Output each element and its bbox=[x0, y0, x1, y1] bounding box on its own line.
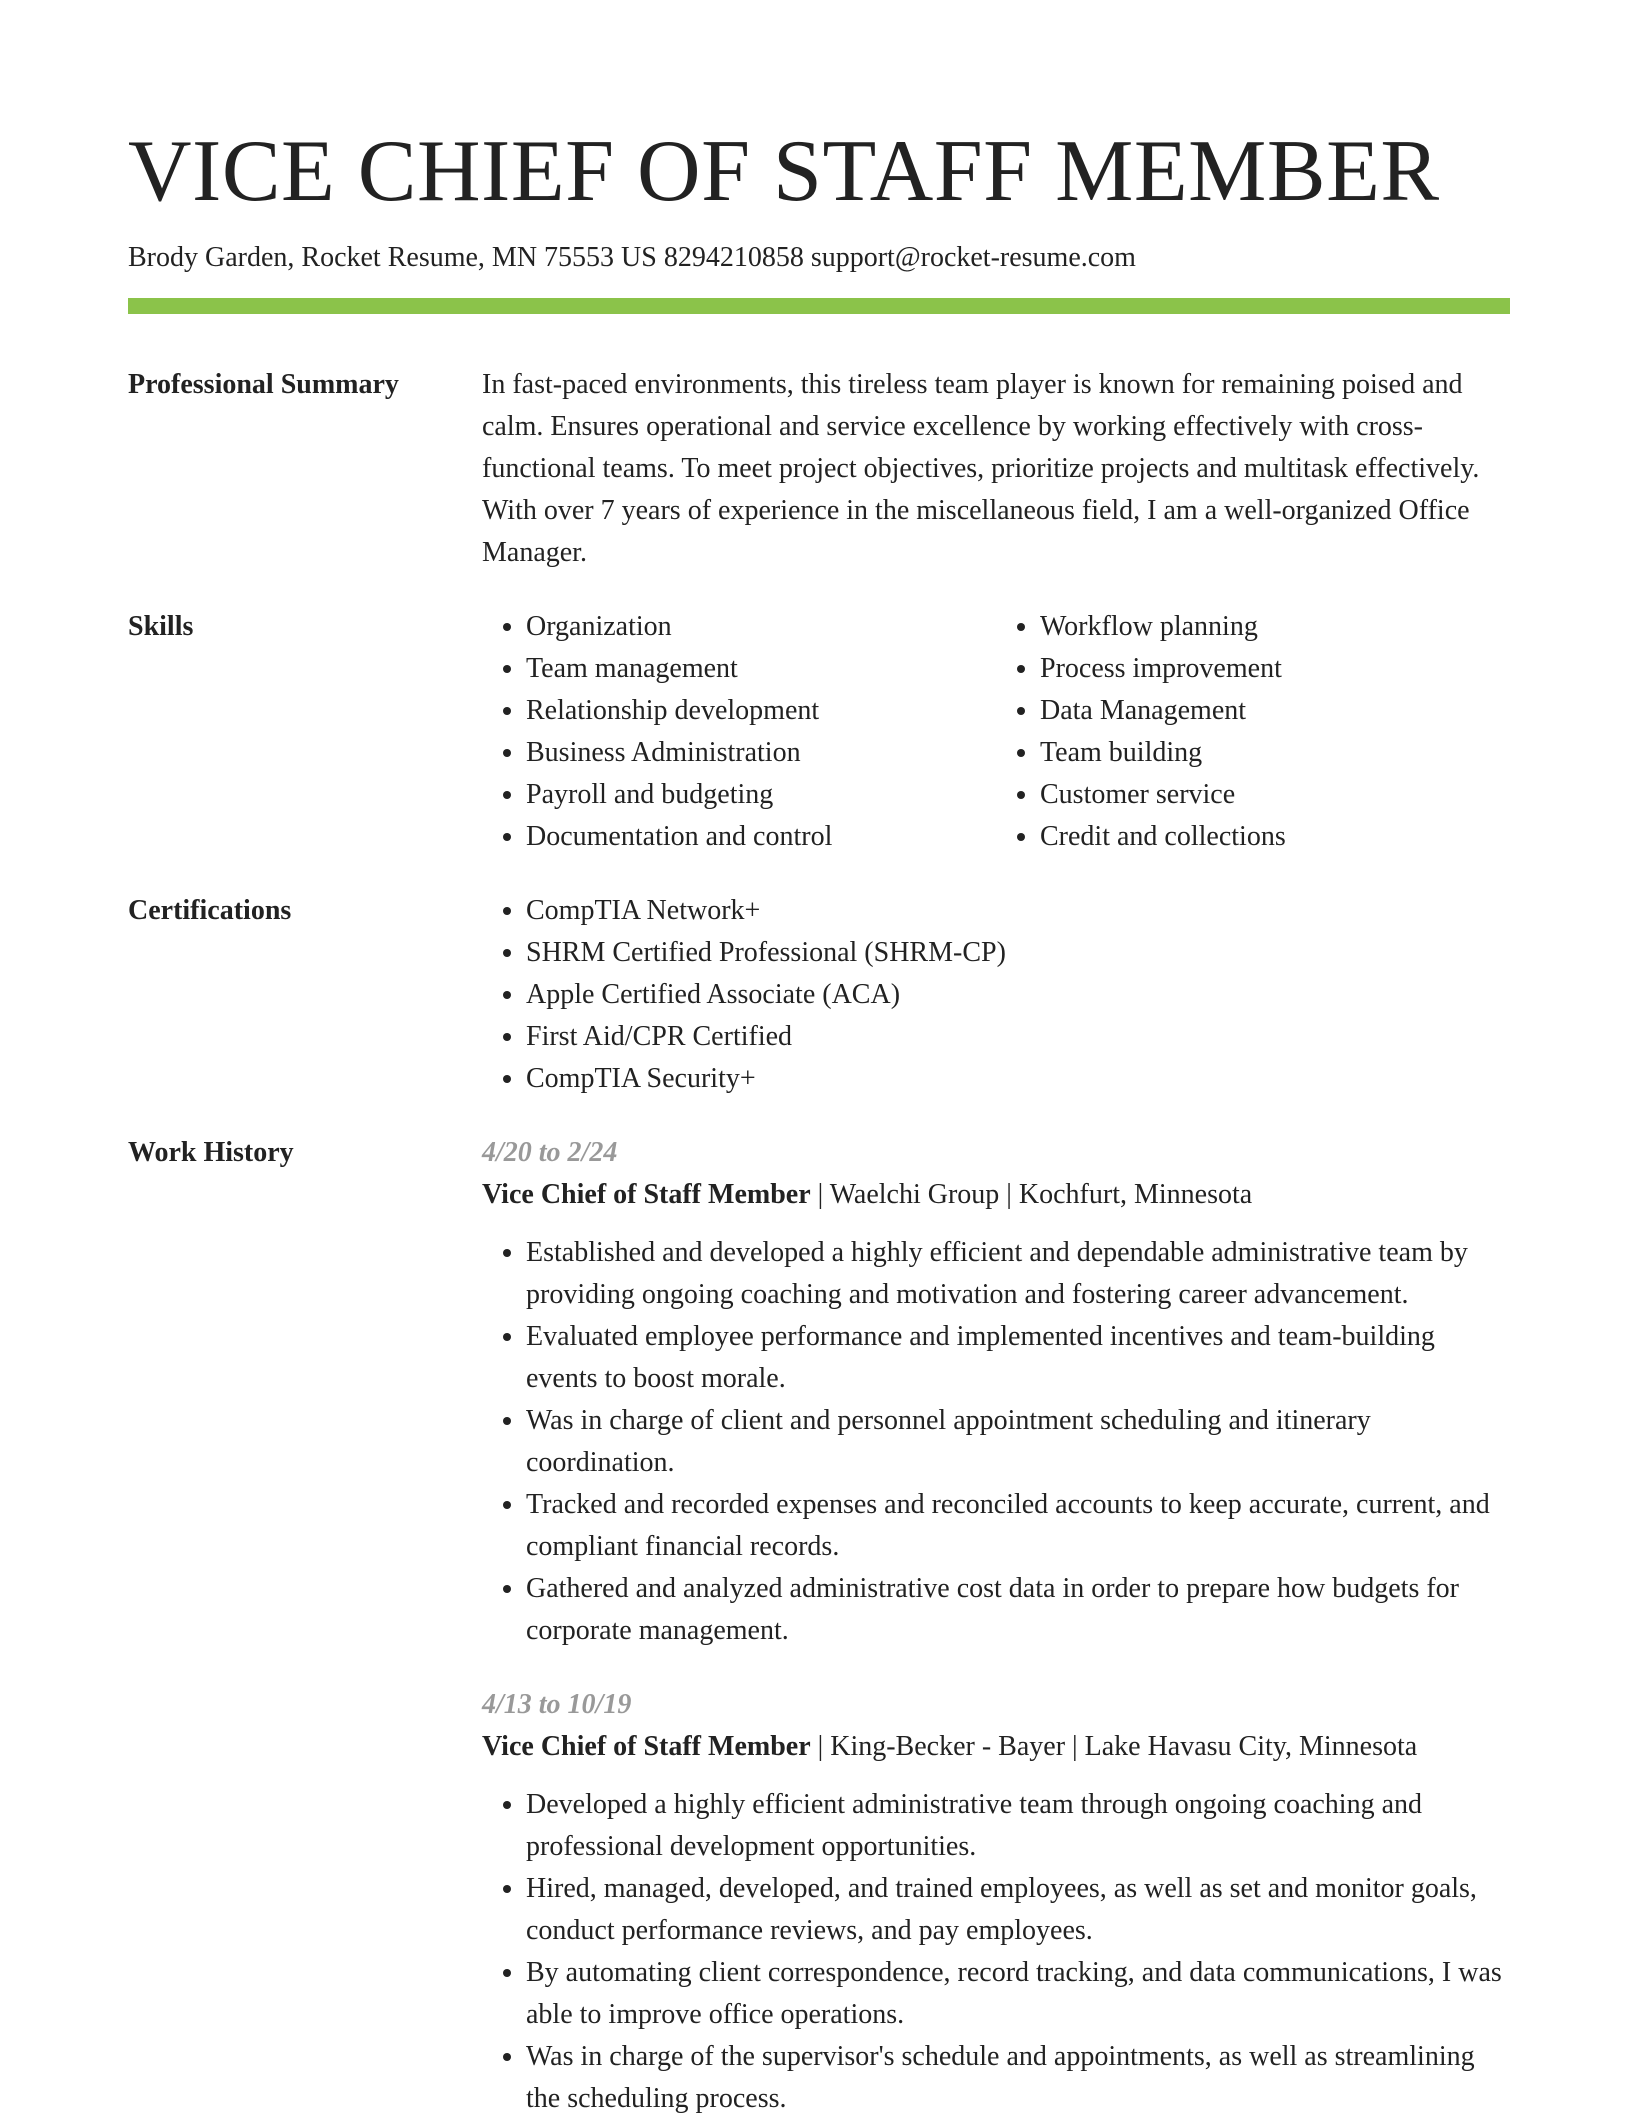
job-duty-item: • Was in charge of client and personnel appointment scheduling and itinerary coordination. bbox=[526, 1400, 1510, 1484]
skill-item: • Workflow planning bbox=[1040, 606, 1510, 648]
summary-body bbox=[482, 364, 1510, 574]
certifications-body bbox=[482, 890, 1510, 1100]
skill-item: • Relationship development bbox=[526, 690, 996, 732]
certification-item: • SHRM Certified Professional (SHRM-CP) bbox=[526, 932, 1510, 974]
skill-item: • Data Management bbox=[1040, 690, 1510, 732]
skill-item: • Credit and collections bbox=[1040, 816, 1510, 858]
skills-heading: Skills bbox=[128, 611, 194, 642]
job-duty-item: • Was in charge of the supervisor's schedule and appointments, as well as streamlining the scheduling process. bbox=[526, 2036, 1510, 2120]
job-duty-item: • Developed a highly efficient administrative team through ongoing coaching and professional development opportunities. bbox=[526, 1784, 1510, 1868]
job-duties-list bbox=[482, 1232, 1510, 1652]
job-entry bbox=[482, 1132, 1510, 1652]
skill-item: • Customer service bbox=[1040, 774, 1510, 816]
certification-item: • CompTIA Security+ bbox=[526, 1058, 1510, 1100]
certification-item: • First Aid/CPR Certified bbox=[526, 1016, 1510, 1058]
certifications-heading: Certifications bbox=[128, 895, 292, 926]
certifications-list bbox=[482, 890, 1510, 1100]
job-duties-list bbox=[482, 1784, 1510, 2120]
skill-item: • Payroll and budgeting bbox=[526, 774, 996, 816]
job-dates: 4/13 to 10/19 bbox=[482, 1689, 632, 1720]
job-duty-item: • Hired, managed, developed, and trained employees, as well as set and monitor goals, conduct performance reviews, and pay employees. bbox=[526, 1868, 1510, 1952]
summary-heading: Professional Summary bbox=[128, 369, 399, 400]
skill-item: • Team building bbox=[1040, 732, 1510, 774]
job-duty-item: • Gathered and analyzed administrative cost data in order to prepare how budgets for corporate management. bbox=[526, 1568, 1510, 1652]
job-heading bbox=[482, 1174, 1510, 1216]
certification-item: • Apple Certified Associate (ACA) bbox=[526, 974, 1510, 1016]
job-company-location: | Waelchi Group | Kochfurt, Minnesota bbox=[810, 1179, 1253, 1210]
job-heading bbox=[482, 1726, 1510, 1768]
work-history-heading: Work History bbox=[128, 1137, 294, 1168]
job-title: Vice Chief of Staff Member bbox=[482, 1731, 811, 1762]
skills-list-right bbox=[996, 606, 1510, 858]
job-entry bbox=[482, 1684, 1510, 2120]
summary-section bbox=[128, 364, 1510, 574]
job-dates: 4/20 to 2/24 bbox=[482, 1137, 618, 1168]
skill-item: • Organization bbox=[526, 606, 996, 648]
job-company-location: | King-Becker - Bayer | Lake Havasu City, Minnesota bbox=[810, 1731, 1418, 1762]
contact-line: Brody Garden, Rocket Resume, MN 75553 US 8294210858 support@rocket-resume.com bbox=[128, 242, 1136, 273]
certification-item: • CompTIA Network+ bbox=[526, 890, 1510, 932]
work-history-body bbox=[482, 1132, 1510, 2120]
skill-item: • Process improvement bbox=[1040, 648, 1510, 690]
certifications-section bbox=[128, 890, 1510, 1100]
accent-divider bbox=[128, 298, 1510, 314]
resume-page bbox=[128, 0, 1510, 2120]
skills-body bbox=[482, 606, 1510, 858]
job-title: Vice Chief of Staff Member bbox=[482, 1179, 811, 1210]
skill-item: • Team management bbox=[526, 648, 996, 690]
skill-item: • Business Administration bbox=[526, 732, 996, 774]
skill-item: • Documentation and control bbox=[526, 816, 996, 858]
summary-text: In fast-paced environments, this tireless team player is known for remaining poised and calm. Ensures operational and service excellence by working effectively with cross-functional teams. To meet project objectives, prioritize projects and multitask effectively. With over 7 years of experience in the miscellaneous field, I am a well-organized Office Manager. bbox=[482, 369, 1480, 568]
resume-title: VICE CHIEF OF STAFF MEMBER bbox=[128, 123, 1440, 220]
skills-list-left bbox=[482, 606, 996, 858]
job-duty-item: • By automating client correspondence, record tracking, and data communications, I was able to improve office operations. bbox=[526, 1952, 1510, 2036]
job-duty-item: • Evaluated employee performance and implemented incentives and team-building events to boost morale. bbox=[526, 1316, 1510, 1400]
work-history-section bbox=[128, 1132, 1510, 2120]
skills-section bbox=[128, 606, 1510, 858]
job-duty-item: • Established and developed a highly efficient and dependable administrative team by providing ongoing coaching and motivation and fostering career advancement. bbox=[526, 1232, 1510, 1316]
skills-grid bbox=[482, 606, 1510, 858]
job-duty-item: • Tracked and recorded expenses and reconciled accounts to keep accurate, current, and compliant financial records. bbox=[526, 1484, 1510, 1568]
